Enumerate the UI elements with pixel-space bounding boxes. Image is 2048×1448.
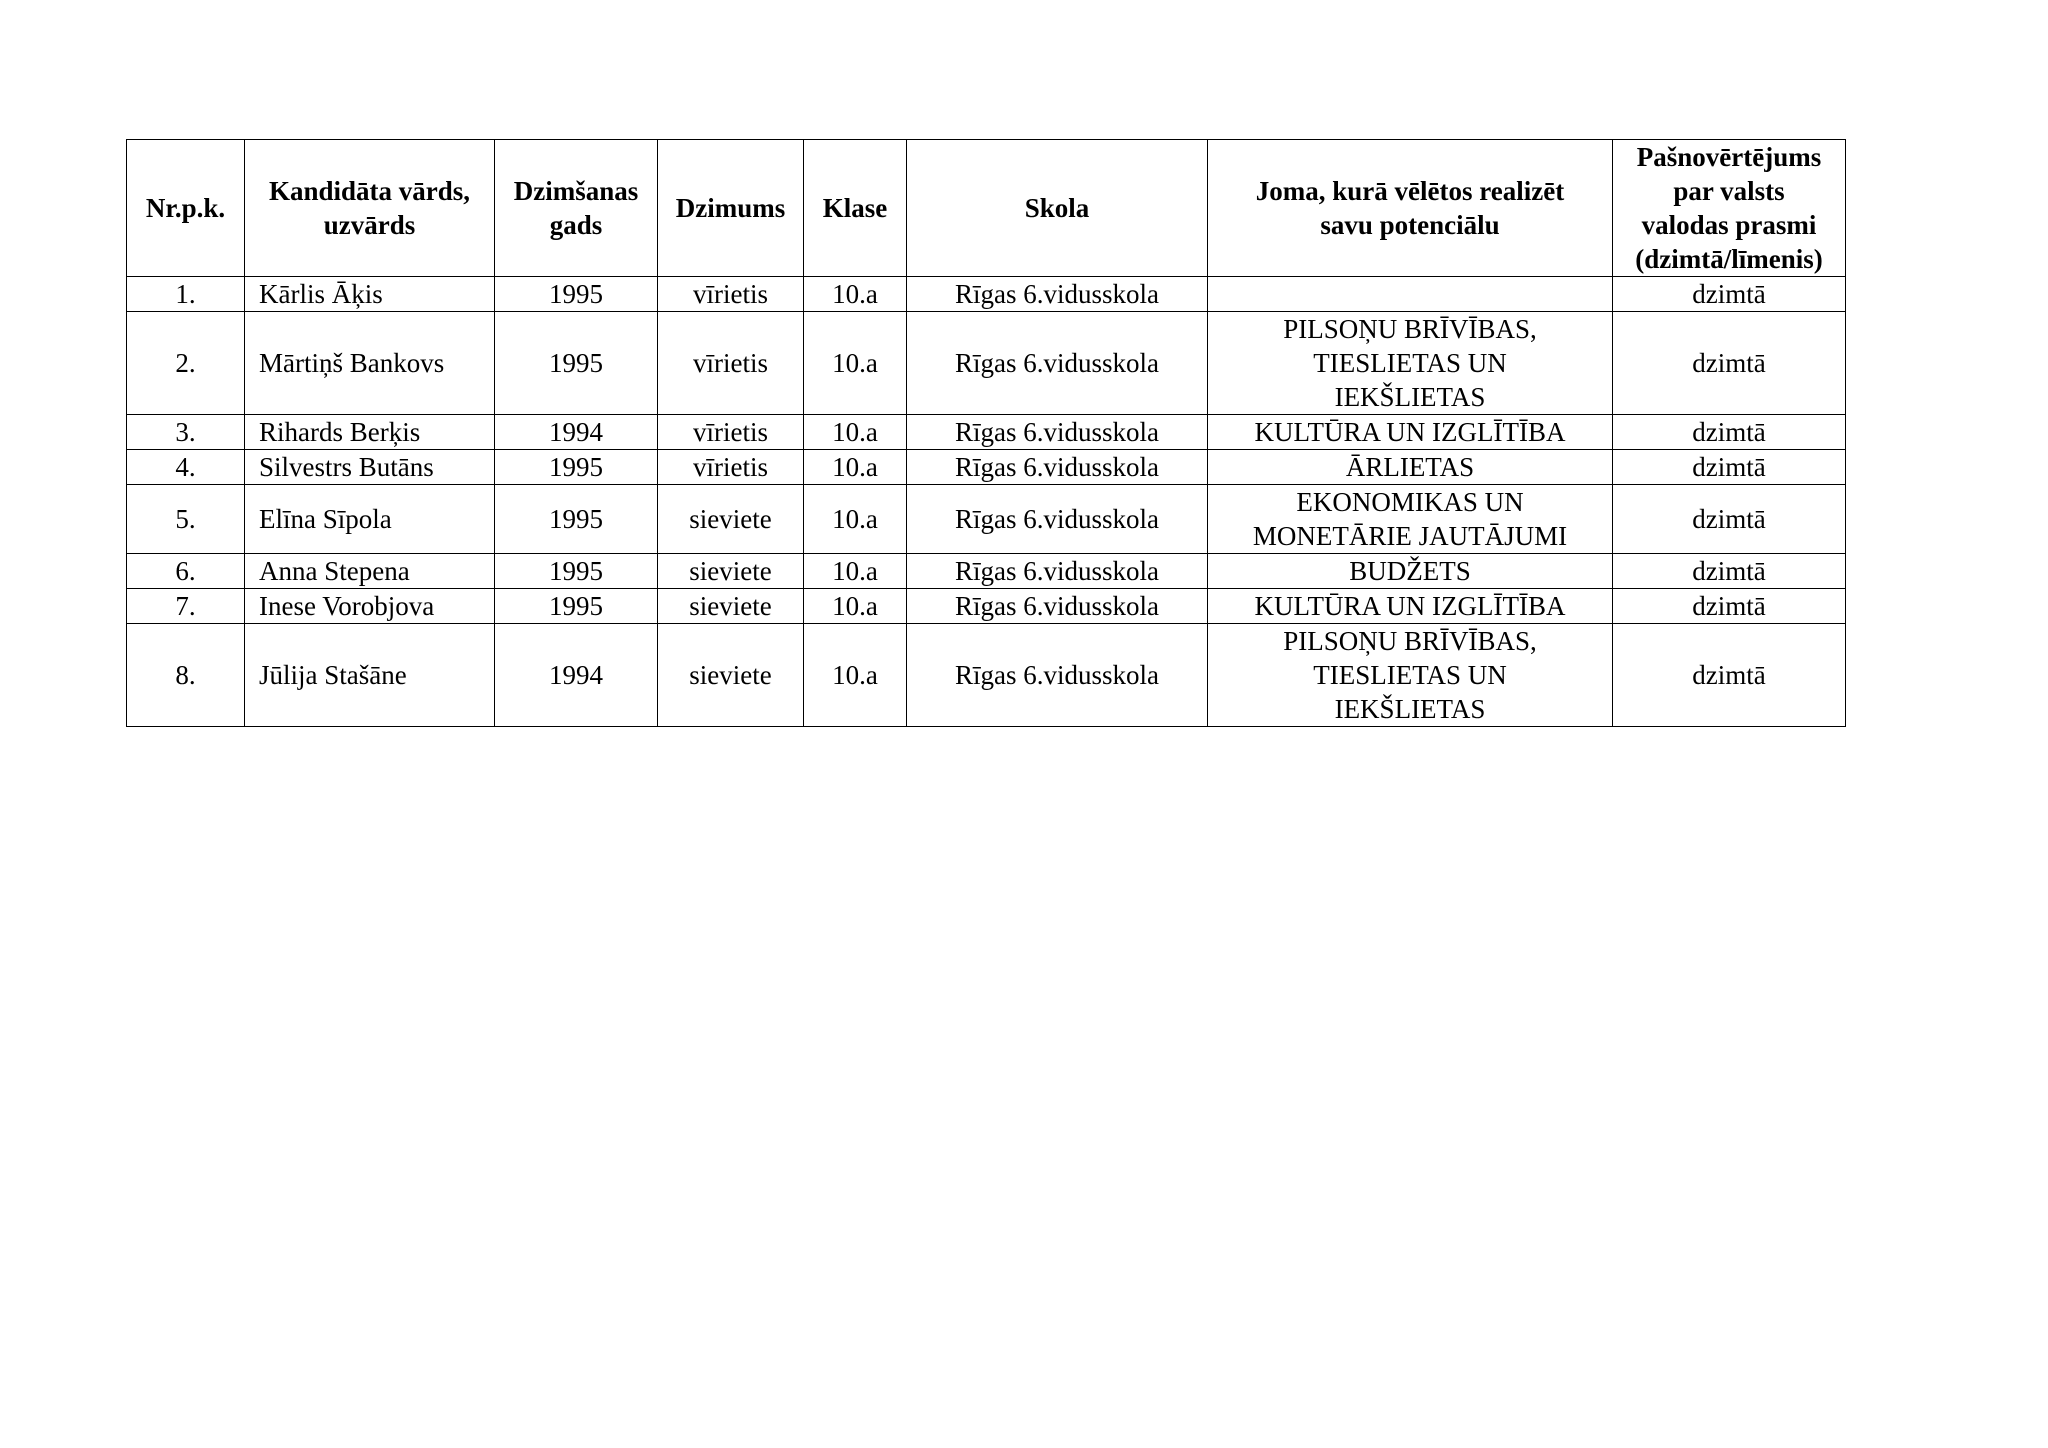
- cell-nr: 5.: [127, 485, 245, 554]
- cell-school: Rīgas 6.vidusskola: [907, 589, 1208, 624]
- cell-language: dzimtā: [1613, 554, 1846, 589]
- header-school: Skola: [907, 140, 1208, 277]
- cell-field: PILSOŅU BRĪVĪBAS, TIESLIETAS UN IEKŠLIETAS: [1208, 624, 1613, 727]
- cell-candidate-name: Kārlis Āķis: [245, 277, 495, 312]
- cell-school: Rīgas 6.vidusskola: [907, 450, 1208, 485]
- cell-class: 10.a: [804, 450, 907, 485]
- cell-gender: sieviete: [658, 589, 804, 624]
- cell-nr: 7.: [127, 589, 245, 624]
- cell-language: dzimtā: [1613, 485, 1846, 554]
- cell-language: dzimtā: [1613, 277, 1846, 312]
- cell-gender: vīrietis: [658, 415, 804, 450]
- cell-gender: sieviete: [658, 624, 804, 727]
- cell-field: PILSOŅU BRĪVĪBAS, TIESLIETAS UN IEKŠLIETAS: [1208, 312, 1613, 415]
- cell-field: BUDŽETS: [1208, 554, 1613, 589]
- cell-nr: 4.: [127, 450, 245, 485]
- cell-birth-year: 1995: [495, 312, 658, 415]
- cell-candidate-name: Jūlija Stašāne: [245, 624, 495, 727]
- cell-birth-year: 1995: [495, 589, 658, 624]
- cell-school: Rīgas 6.vidusskola: [907, 485, 1208, 554]
- cell-school: Rīgas 6.vidusskola: [907, 277, 1208, 312]
- cell-language: dzimtā: [1613, 415, 1846, 450]
- cell-birth-year: 1995: [495, 485, 658, 554]
- candidates-table: [126, 139, 1846, 727]
- cell-candidate-name: Elīna Sīpola: [245, 485, 495, 554]
- cell-candidate-name: Mārtiņš Bankovs: [245, 312, 495, 415]
- cell-field: KULTŪRA UN IZGLĪTĪBA: [1208, 415, 1613, 450]
- cell-field: EKONOMIKAS UN MONETĀRIE JAUTĀJUMI: [1208, 485, 1613, 554]
- cell-gender: vīrietis: [658, 277, 804, 312]
- cell-language: dzimtā: [1613, 312, 1846, 415]
- header-language-self-assessment: Pašnovērtējums par valsts valodas prasmi (dzimtā/līmenis): [1613, 140, 1846, 277]
- cell-language: dzimtā: [1613, 450, 1846, 485]
- table-row: [127, 485, 1846, 554]
- cell-birth-year: 1995: [495, 277, 658, 312]
- cell-birth-year: 1995: [495, 450, 658, 485]
- cell-gender: sieviete: [658, 554, 804, 589]
- cell-language: dzimtā: [1613, 589, 1846, 624]
- cell-language: dzimtā: [1613, 624, 1846, 727]
- cell-class: 10.a: [804, 589, 907, 624]
- cell-candidate-name: Anna Stepena: [245, 554, 495, 589]
- cell-birth-year: 1994: [495, 624, 658, 727]
- cell-gender: sieviete: [658, 485, 804, 554]
- cell-class: 10.a: [804, 277, 907, 312]
- header-candidate-name: Kandidāta vārds, uzvārds: [245, 140, 495, 277]
- cell-class: 10.a: [804, 485, 907, 554]
- cell-school: Rīgas 6.vidusskola: [907, 312, 1208, 415]
- header-class: Klase: [804, 140, 907, 277]
- cell-school: Rīgas 6.vidusskola: [907, 415, 1208, 450]
- cell-class: 10.a: [804, 624, 907, 727]
- cell-class: 10.a: [804, 312, 907, 415]
- cell-field: [1208, 277, 1613, 312]
- cell-nr: 8.: [127, 624, 245, 727]
- cell-nr: 3.: [127, 415, 245, 450]
- table-header-row: [127, 140, 1846, 277]
- table-row: [127, 450, 1846, 485]
- cell-field: ĀRLIETAS: [1208, 450, 1613, 485]
- header-field: Joma, kurā vēlētos realizēt savu potenciālu: [1208, 140, 1613, 277]
- table-row: [127, 277, 1846, 312]
- cell-birth-year: 1994: [495, 415, 658, 450]
- cell-class: 10.a: [804, 554, 907, 589]
- cell-nr: 1.: [127, 277, 245, 312]
- cell-candidate-name: Silvestrs Butāns: [245, 450, 495, 485]
- cell-field: KULTŪRA UN IZGLĪTĪBA: [1208, 589, 1613, 624]
- header-gender: Dzimums: [658, 140, 804, 277]
- cell-candidate-name: Inese Vorobjova: [245, 589, 495, 624]
- table-row: [127, 589, 1846, 624]
- header-birth-year: Dzimšanas gads: [495, 140, 658, 277]
- table-row: [127, 312, 1846, 415]
- cell-class: 10.a: [804, 415, 907, 450]
- cell-school: Rīgas 6.vidusskola: [907, 624, 1208, 727]
- cell-nr: 6.: [127, 554, 245, 589]
- table-row: [127, 554, 1846, 589]
- header-nr: Nr.p.k.: [127, 140, 245, 277]
- cell-gender: vīrietis: [658, 450, 804, 485]
- cell-gender: vīrietis: [658, 312, 804, 415]
- cell-nr: 2.: [127, 312, 245, 415]
- cell-candidate-name: Rihards Berķis: [245, 415, 495, 450]
- table-row: [127, 624, 1846, 727]
- cell-school: Rīgas 6.vidusskola: [907, 554, 1208, 589]
- table-row: [127, 415, 1846, 450]
- cell-birth-year: 1995: [495, 554, 658, 589]
